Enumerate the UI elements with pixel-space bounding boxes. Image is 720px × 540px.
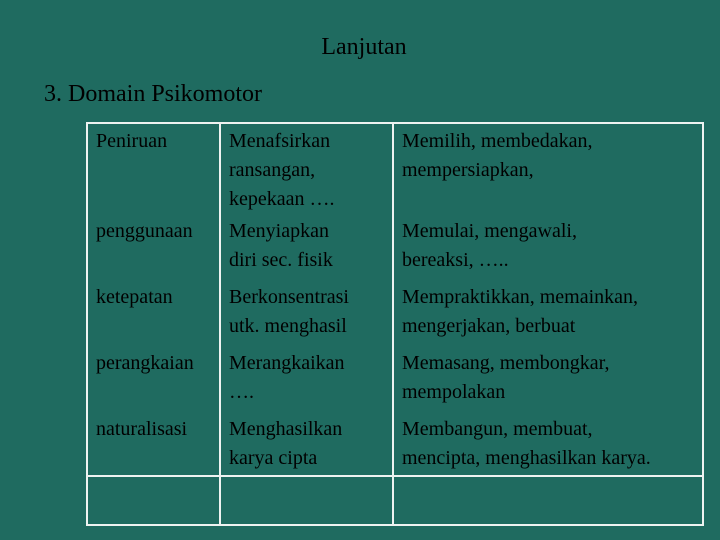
description-cell: Menyiapkan diri sec. fisik <box>220 214 393 280</box>
level-cell: naturalisasi <box>87 412 220 476</box>
verbs-cell: Membangun, membuat, mencipta, menghasilkan karya. <box>393 412 703 476</box>
verbs-cell: Memilih, membedakan, mempersiapkan, <box>393 123 703 214</box>
description-cell: Menghasilkan karya cipta <box>220 412 393 476</box>
level-cell: penggunaan <box>87 214 220 280</box>
empty-cell <box>87 476 220 525</box>
table-row <box>87 280 703 346</box>
psychomotor-table <box>86 122 704 526</box>
verbs-cell: Mempraktikkan, memainkan, mengerjakan, berbuat <box>393 280 703 346</box>
level-cell: ketepatan <box>87 280 220 346</box>
level-cell: perangkaian <box>87 346 220 412</box>
description-cell: Berkonsentrasi utk. menghasil <box>220 280 393 346</box>
level-cell: Peniruan <box>87 123 220 214</box>
empty-cell <box>393 476 703 525</box>
table-row-empty <box>87 476 703 525</box>
slide-subtitle: 3. Domain Psikomotor <box>44 81 263 107</box>
table-row <box>87 412 703 476</box>
description-cell: Merangkaikan …. <box>220 346 393 412</box>
empty-cell <box>220 476 393 525</box>
verbs-cell: Memulai, mengawali, bereaksi, ….. <box>393 214 703 280</box>
table-row <box>87 123 703 214</box>
table-row <box>87 214 703 280</box>
description-cell: Menafsirkan ransangan, kepekaan …. <box>220 123 393 214</box>
table-row <box>87 346 703 412</box>
slide-title: Lanjutan <box>321 34 407 60</box>
verbs-cell: Memasang, membongkar, mempolakan <box>393 346 703 412</box>
